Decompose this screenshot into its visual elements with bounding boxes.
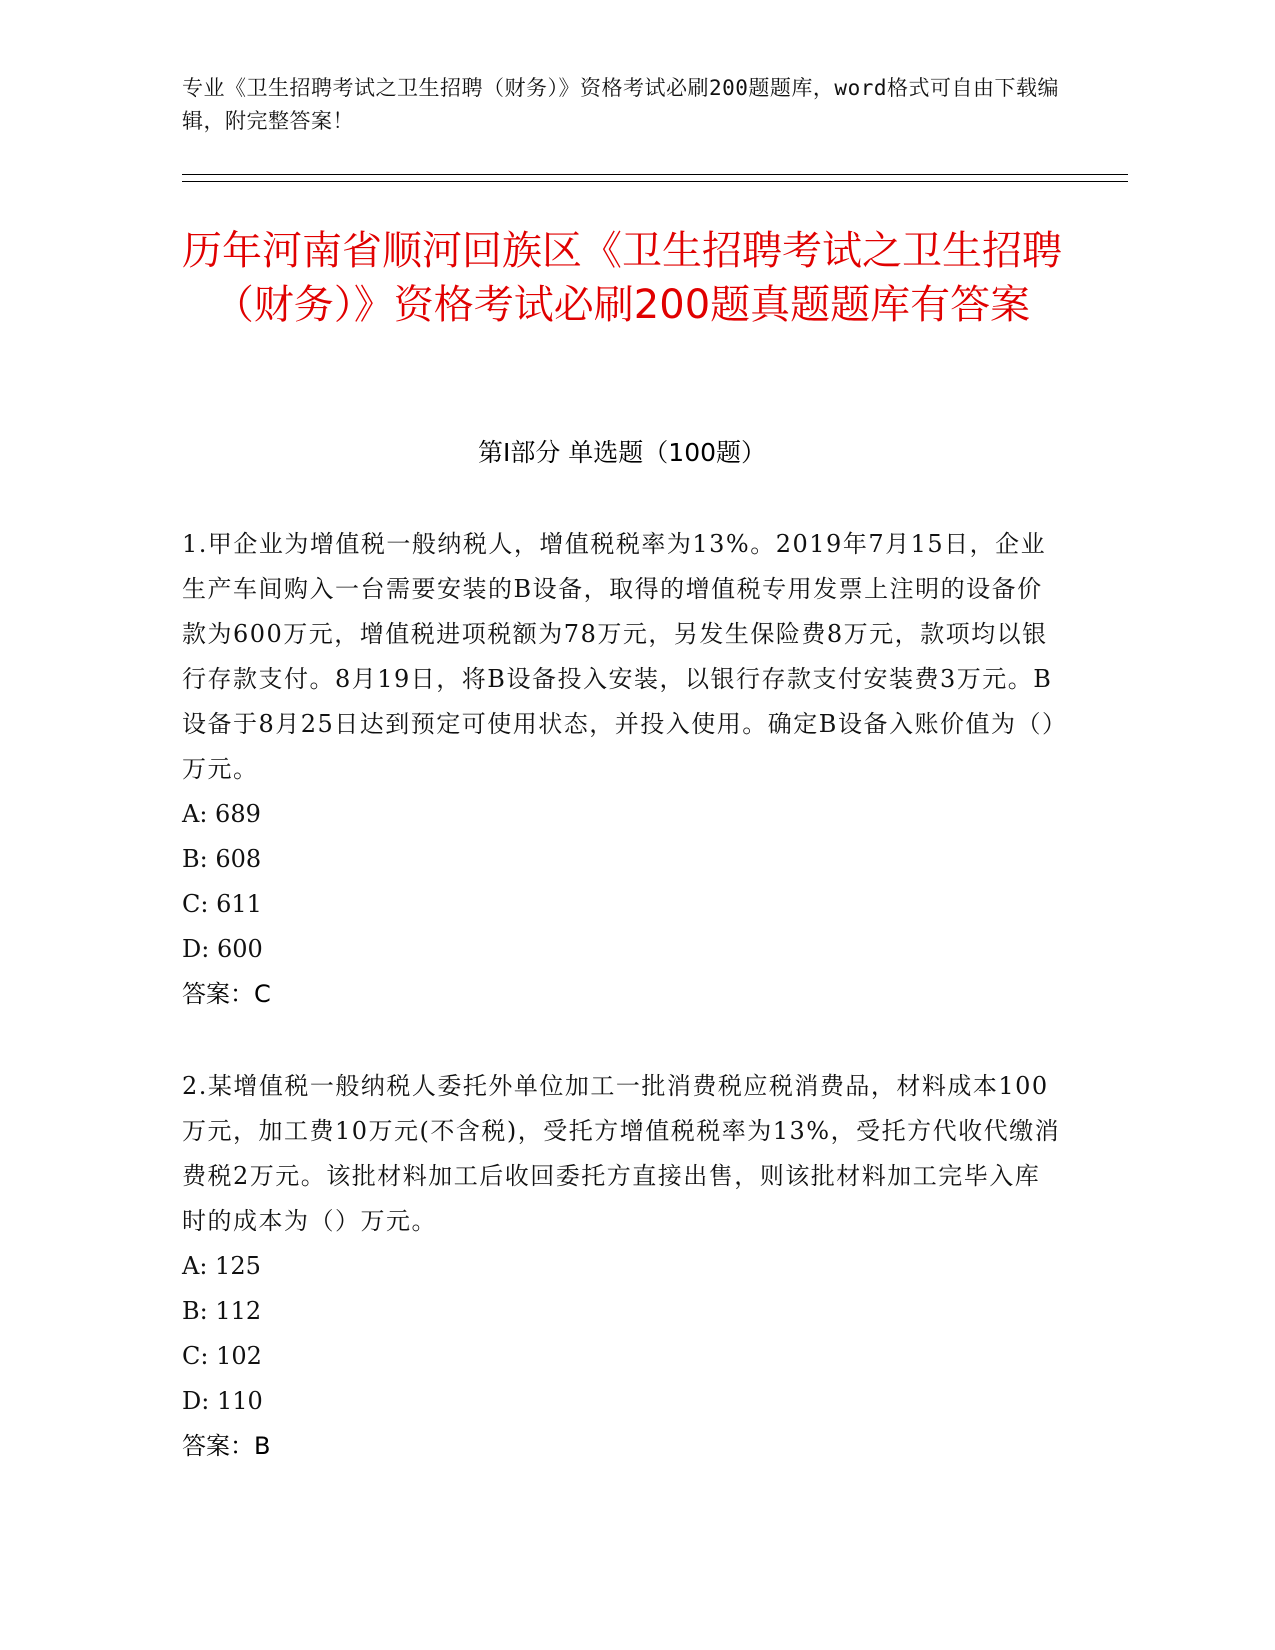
section-title: 第Ⅰ部分 单选题（100题） <box>477 438 767 467</box>
option-d: D: 110 <box>182 1387 263 1415</box>
option-c: C: 611 <box>182 890 262 918</box>
option-d: D: 600 <box>182 935 263 963</box>
option-b: B: 112 <box>182 1297 262 1325</box>
question-2 <box>182 1064 1062 1469</box>
header-divider-top <box>182 174 1128 175</box>
question-stem: 1.甲企业为增值税一般纳税人，增值税税率为13%。2019年7月15日，企业生产车间购入一台需要安装的B设备，取得的增值税专用发票上注明的设备价款为600万元，增值税进项税额为78万元，另发生保险费8万元，款项均以银行存款支付。8月19日，将B设备投入安装，以银行存款支付安装费3万元。B设备于8月25日达到预定可使用状态，并投入使用。确定B设备入账价值为（）万元。 <box>182 530 1056 783</box>
header-note: 专业《卫生招聘考试之卫生招聘（财务）》资格考试必刷200题题库，word格式可自由下载编辑，附完整答案！ <box>182 76 1059 133</box>
question-stem: 2.某增值税一般纳税人委托外单位加工一批消费税应税消费品，材料成本100万元，加工费10万元(不含税)，受托方增值税税率为13%，受托方代收代缴消费税2万元。该批材料加工后收回委托方直接出售，则该批材料加工完毕入库时的成本为（）万元。 <box>182 1072 1061 1235</box>
answer-line: 答案：C <box>182 980 271 1008</box>
option-a: A: 689 <box>182 800 261 828</box>
option-c: C: 102 <box>182 1342 262 1370</box>
option-b: B: 608 <box>182 845 262 873</box>
question-1 <box>182 522 1062 1017</box>
option-a: A: 125 <box>182 1252 261 1280</box>
document-title: 历年河南省顺河回族区《卫生招聘考试之卫生招聘（财务）》资格考试必刷200题真题题库有答案 <box>182 228 1062 328</box>
header-divider-bottom <box>182 181 1128 182</box>
answer-line: 答案：B <box>182 1432 271 1460</box>
